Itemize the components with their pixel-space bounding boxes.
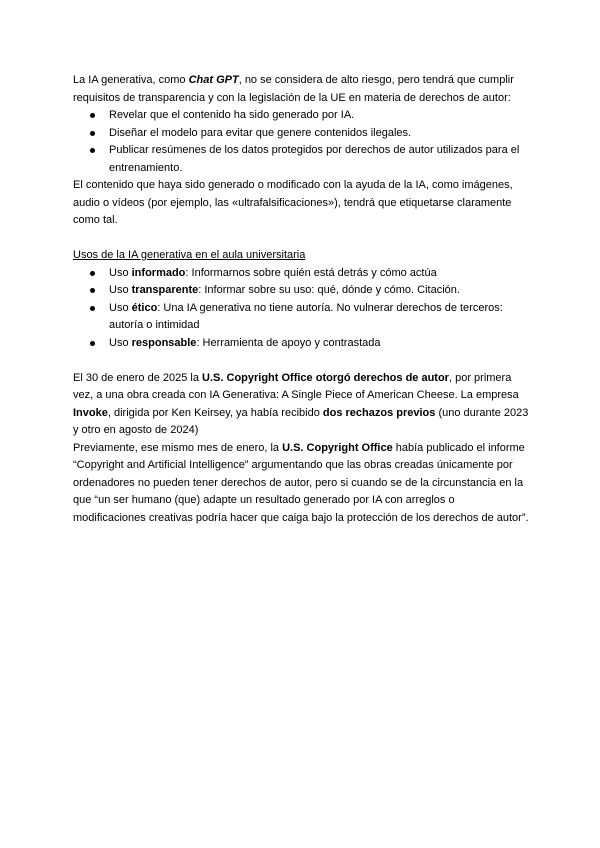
uses-section-title: Usos de la IA generativa en el aula universitaria <box>73 249 306 261</box>
copyright-paragraph: El 30 de enero de 2025 la U.S. Copyright Office otorgó derechos de autor, por primera vez, a una obra creada con IA Generativa: A Single Piece of American Cheese. La empresa Invoke, dirigida por Ken Keirsey, ya había recibido dos rechazos previos (uno durante 2023 y otro en agosto de 2024) <box>73 371 529 436</box>
requirements-list <box>73 107 529 177</box>
intro-text-2: , no se considera de alto riesgo, pero tendrá que cumplir requisitos de transparencia y con la legislación de la UE en materia de derechos de autor: <box>73 74 514 104</box>
document-body <box>73 72 529 527</box>
list-item: Publicar resúmenes de los datos protegidos por derechos de autor utilizados para el entrenamiento. <box>73 142 529 177</box>
list-item: Uso transparente: Informar sobre su uso: qué, dónde y cómo. Citación. <box>73 282 529 300</box>
bullet-icon <box>90 341 95 346</box>
list-item: Uso responsable: Herramienta de apoyo y contrastada <box>73 335 529 353</box>
intro-text-1: La IA generativa, como <box>73 74 189 86</box>
uses-list <box>73 265 529 353</box>
list-item: Uso informado: Informarnos sobre quién está detrás y cómo actúa <box>73 265 529 283</box>
bullet-icon <box>90 148 95 153</box>
bullet-icon <box>90 306 95 311</box>
labeling-paragraph: El contenido que haya sido generado o modificado con la ayuda de la IA, como imágenes, audio o vídeos (por ejemplo, las «ultrafalsificaciones»), tendrá que etiquetarse claramente como tal. <box>73 179 513 226</box>
list-item: Uso ético: Una IA generativa no tiene autoría. No vulnerar derechos de terceros: autoría o intimidad <box>73 300 529 335</box>
report-paragraph: Previamente, ese mismo mes de enero, la U.S. Copyright Office había publicado el informe “Copyright and Artificial Intelligence” argumentando que las obras creadas únicamente por ordenadores no pueden tener derechos de autor, pero si cuando se de la circunstancia en la que “un ser humano (que) adapte un resultado generado por IA con arreglos o modificaciones creativas podría hacer que caiga bajo la protección de los derechos de autor”. <box>73 441 529 524</box>
intro-paragraph <box>73 72 529 107</box>
bullet-icon <box>90 113 95 118</box>
list-item: Revelar que el contenido ha sido generado por IA. <box>73 107 529 125</box>
bullet-icon <box>90 288 95 293</box>
chatgpt-term: Chat GPT <box>188 74 239 86</box>
list-item: Diseñar el modelo para evitar que genere contenidos ilegales. <box>73 125 529 143</box>
bullet-icon <box>90 131 95 136</box>
bullet-icon <box>90 271 95 276</box>
